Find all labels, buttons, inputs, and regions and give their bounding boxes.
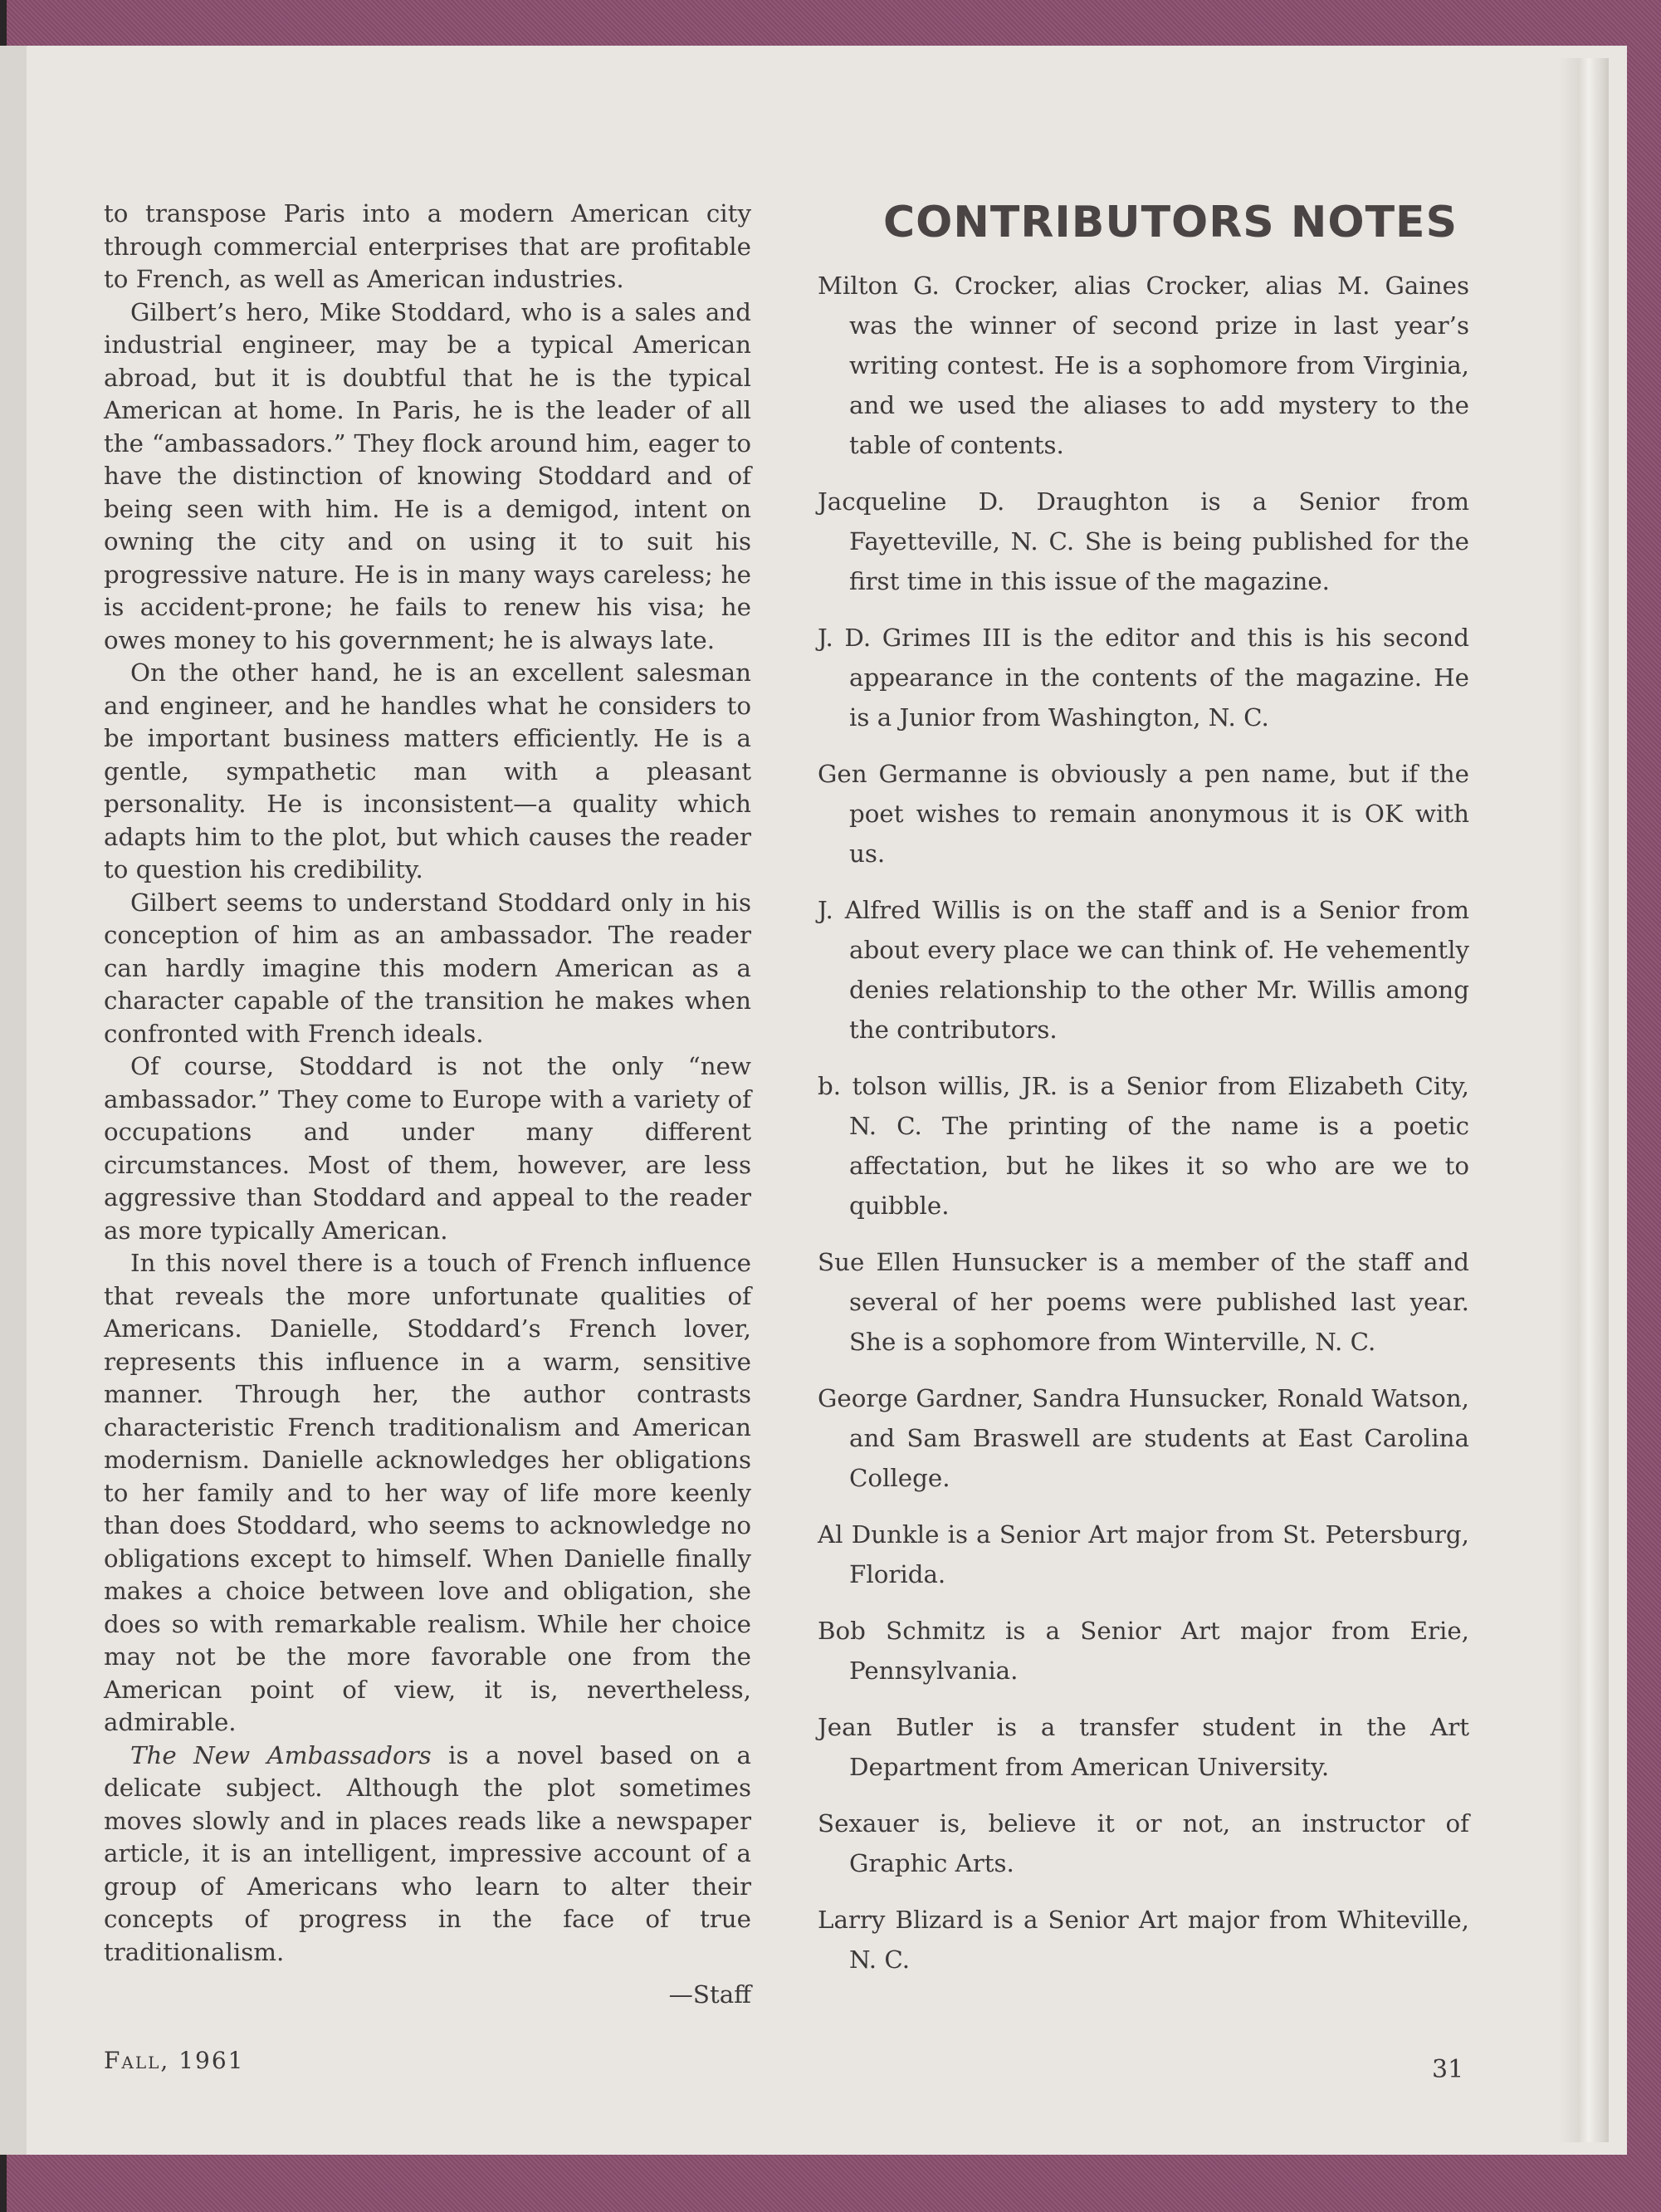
contributor-note: Al Dunkle is a Senior Art major from St. Petersburg, Florida. bbox=[818, 1520, 1469, 1588]
book-title: The New Ambassadors bbox=[130, 1740, 432, 1769]
review-paragraph: Gilbert seems to understand Stoddard only in his conception of him as an ambassador. The reader can hardly imagine this modern American as a character capable of the transition he makes when confronted with French ideals. bbox=[104, 888, 751, 1048]
contributor-note: Larry Blizard is a Senior Art major from Whiteville, N. C. bbox=[818, 1906, 1469, 1974]
contributor-note: b. tolson willis, JR. is a Senior from Elizabeth City, N. C. The printing of the name is a poetic affectation, but he likes it so who are we to quibble. bbox=[818, 1072, 1469, 1220]
review-paragraph: On the other hand, he is an excellent salesman and engineer, and he handles what he considers to be important business matters efficiently. He is a gentle, sympathetic man with a pleasant personality. He is inconsistent—a quality which adapts him to the plot, but which causes the reader to question his credibility. bbox=[104, 658, 751, 883]
review-closing-paragraph bbox=[104, 1740, 751, 1970]
review-column bbox=[104, 198, 751, 1969]
review-paragraph: to transpose Paris into a modern American city through commercial enterprises that are profitable to French, as well as American industries. bbox=[104, 199, 751, 293]
review-signature: —Staff bbox=[668, 1980, 751, 2009]
contributors-notes-list bbox=[818, 266, 1469, 1996]
review-paragraph: In this novel there is a touch of French influence that reveals the more unfortunate qualities of Americans. Danielle, Stoddard’s French lover, represents this influence in a warm, sensitive manner. Through her, the author contrasts characteristic French traditionalism and American modernism. Danielle acknowledges her obligations to her family and to her way of life more keenly than does Stoddard, who seems to acknowledge no obligations except to himself. When Danielle finally makes a choice between love and obligation, she does so with remarkable realism. While her choice may not be the more favorable one from the American point of view, it is, nevertheless, admirable. bbox=[104, 1249, 751, 1736]
contributor-note: Sue Ellen Hunsucker is a member of the staff and several of her poems were published last year. She is a sophomore from Winterville, N. C. bbox=[818, 1248, 1469, 1356]
contributor-note: Gen Germanne is obviously a pen name, but if the poet wishes to remain anonymous it is OK with us. bbox=[818, 760, 1469, 868]
page-stack-edge bbox=[1559, 58, 1609, 2142]
closing-text: is a novel based on a delicate subject. Although the plot sometimes moves slowly and in places reads like a newspaper article, it is an intelligent, impressive account of a group of Americans who learn to alter their concepts of progress in the face of true traditionalism. bbox=[104, 1740, 751, 1966]
contributor-note: Milton G. Crocker, alias Crocker, alias M. Gaines was the winner of second prize in last year’s writing contest. He is a sophomore from Virginia, and we used the aliases to add mystery to the table of contents. bbox=[818, 272, 1469, 459]
contributor-note: Sexauer is, believe it or not, an instructor of Graphic Arts. bbox=[818, 1809, 1469, 1877]
contributor-note: Jean Butler is a transfer student in the Art Department from American University. bbox=[818, 1713, 1469, 1781]
page-number: 31 bbox=[1432, 2055, 1464, 2084]
contributor-note: J. Alfred Willis is on the staff and is a Senior from about every place we can think of. He vehemently denies relationship to the other Mr. Willis among the contributors. bbox=[818, 896, 1469, 1044]
issue-footer: Fall, 1961 bbox=[104, 2047, 245, 2074]
review-paragraph: Gilbert’s hero, Mike Stoddard, who is a sales and industrial engineer, may be a typical American abroad, but it is doubtful that he is the typical American at home. In Paris, he is the leader of all the “ambassadors.” They flock around him, eager to have the distinction of knowing Stoddard and of being seen with him. He is a demigod, intent on owning the city and on using it to suit his progressive nature. He is in many ways careless; he is accident-prone; he fails to renew his visa; he owes money to his government; he is always late. bbox=[104, 297, 751, 654]
contributors-notes-heading: CONTRIBUTORS NOTES bbox=[882, 198, 1458, 247]
contributor-note: J. D. Grimes III is the editor and this is his second appearance in the contents of the magazine. He is a Junior from Washington, N. C. bbox=[818, 624, 1469, 732]
previous-page-edge bbox=[0, 46, 27, 2155]
contributor-note: Jacqueline D. Draughton is a Senior from Fayetteville, N. C. She is being published for the first time in this issue of the magazine. bbox=[818, 487, 1469, 595]
review-paragraph: Of course, Stoddard is not the only “new ambassador.” They come to Europe with a variety of occupations and under many different circumstances. Most of them, however, are less aggressive than Stoddard and appeal to the reader as more typically American. bbox=[104, 1052, 751, 1245]
contributor-note: George Gardner, Sandra Hunsucker, Ronald Watson, and Sam Braswell are students at East Carolina College. bbox=[818, 1384, 1469, 1492]
contributor-note: Bob Schmitz is a Senior Art major from Erie, Pennsylvania. bbox=[818, 1617, 1469, 1685]
